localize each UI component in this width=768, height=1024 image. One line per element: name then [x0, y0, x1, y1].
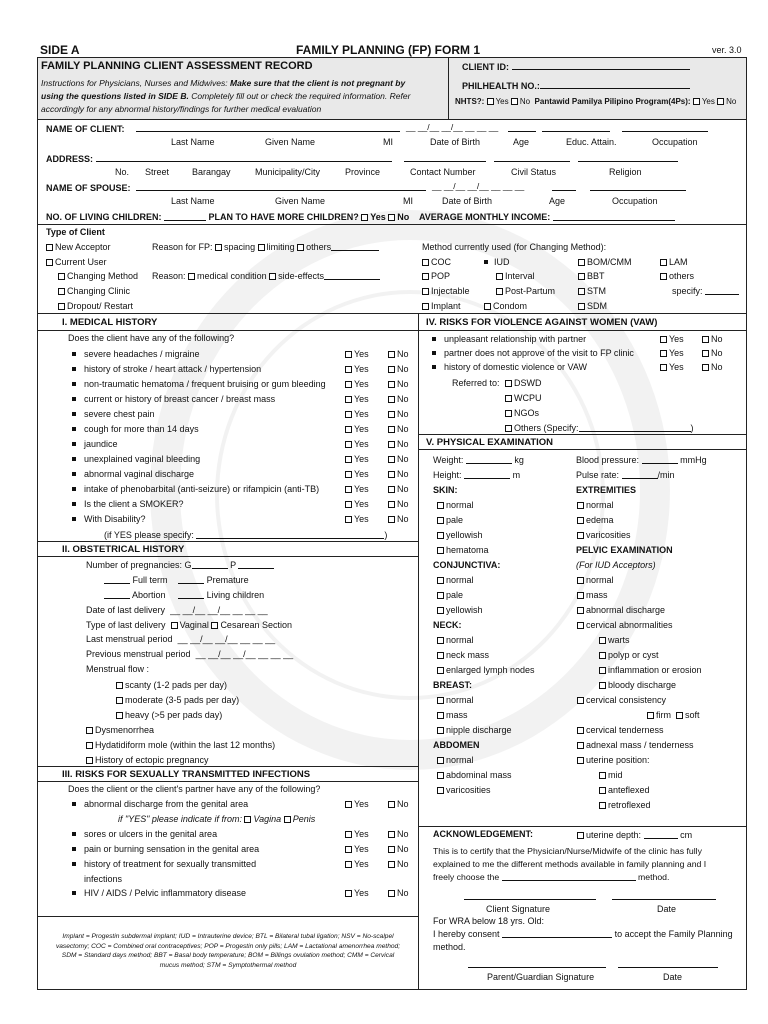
vagina-checkbox[interactable] [244, 816, 251, 823]
instructions-line3: accordingly for any abnormal history/findings for further medical evaluation [41, 104, 322, 114]
ngos-checkbox[interactable] [505, 410, 512, 417]
ack-title: ACKNOWLEDGEMENT: [433, 829, 533, 839]
living-children-row: NO. OF LIVING CHILDREN: PLAN TO HAVE MORE CHILDREN? Yes No AVERAGE MONTHLY INCOME: [46, 212, 675, 222]
sti-question: Does the client or the client's partner have any of the following? [68, 784, 321, 794]
client-id-field[interactable] [512, 62, 690, 70]
plan-no-checkbox[interactable] [388, 214, 395, 221]
sti-yes[interactable]: Yes [345, 888, 369, 898]
pe-option[interactable]: normal [437, 755, 474, 765]
pe-option[interactable]: normal [437, 695, 474, 705]
ack-text2: explained to me the different methods available in family planning and I [433, 859, 707, 869]
ectopic-checkbox[interactable] [86, 757, 93, 764]
medical-item: With Disability? [72, 514, 146, 524]
pe-option[interactable]: retroflexed [599, 800, 651, 810]
medical-yes[interactable]: Yes [345, 514, 369, 524]
pulse-field[interactable] [622, 471, 658, 479]
last-delivery-field[interactable]: __ __/__ __/__ __ __ __ [170, 605, 268, 615]
client-educ-field[interactable] [542, 124, 610, 132]
pe-option[interactable]: warts [599, 635, 630, 645]
changing-method-row: Changing Method [58, 271, 138, 281]
instructions-line2: using the questions listed in SIDE B. Completely fill out or check the required information. Refer [41, 91, 411, 101]
client-date-field[interactable] [612, 892, 716, 900]
living-children-field[interactable] [164, 213, 206, 221]
vaw-item: history of domestic violence or VAW [432, 362, 587, 372]
lmp-field[interactable]: __ __/__ __/__ __ __ __ [177, 634, 276, 644]
vaw-item: partner does not approve of the visit to FP clinic [432, 348, 634, 358]
medical-yes[interactable]: Yes [345, 499, 369, 509]
record-title: FAMILY PLANNING CLIENT ASSESSMENT RECORD [41, 60, 313, 72]
medical-item: abnormal vaginal discharge [72, 469, 194, 479]
medical-item: cough for more than 14 days [72, 424, 199, 434]
condom-checkbox[interactable] [484, 303, 491, 310]
medical-item: non-traumatic hematoma / frequent bruising or gum bleeding [72, 379, 326, 389]
others-reason-checkbox[interactable] [297, 244, 304, 251]
para-field[interactable] [238, 561, 274, 569]
medical-no[interactable]: No [388, 424, 409, 434]
pe-section-label: ABDOMEN [433, 740, 480, 750]
pe-option[interactable]: varicosities [437, 785, 491, 795]
address-field[interactable] [96, 154, 392, 162]
medical-item: jaundice [72, 439, 118, 449]
premature-field[interactable] [178, 576, 204, 584]
firm-soft-row[interactable]: firm soft [647, 710, 700, 720]
medical-yes[interactable]: Yes [345, 469, 369, 479]
vaw-item: unpleasant relationship with partner [432, 334, 586, 344]
medical-item: Is the client a SMOKER? [72, 499, 184, 509]
guardian-signature-label: Parent/Guardian Signature [487, 972, 595, 982]
weight-field[interactable] [466, 456, 512, 464]
sti-item: history of treatment for sexually transmitted [72, 859, 256, 869]
pe-option[interactable]: anteflexed [599, 785, 650, 795]
spacing-checkbox[interactable] [215, 244, 222, 251]
pe-option[interactable]: nipple discharge [437, 725, 512, 735]
method-label: Method currently used (for Changing Method): [422, 242, 607, 252]
sti-item: sores or ulcers in the genital area [72, 829, 217, 839]
pe-title: V. PHYSICAL EXAMINATION [426, 437, 554, 448]
others-ref-checkbox[interactable] [505, 425, 512, 432]
vaw-no[interactable]: No [702, 334, 723, 344]
sti-no[interactable]: No [388, 844, 409, 854]
wcpu-checkbox[interactable] [505, 395, 512, 402]
client-occupation-field[interactable] [622, 124, 708, 132]
4ps-yes-checkbox[interactable] [693, 98, 700, 105]
col-religion: Religion [609, 167, 642, 177]
pe-option[interactable]: mass [577, 590, 608, 600]
stm-checkbox[interactable] [578, 288, 585, 295]
col-age: Age [513, 137, 530, 147]
income-field[interactable] [553, 213, 675, 221]
medical-no[interactable]: No [388, 514, 409, 524]
vaw-yes[interactable]: Yes [660, 334, 684, 344]
pe-section-label: NECK: [433, 620, 462, 630]
medical-no[interactable]: No [388, 379, 409, 389]
consent-method-field[interactable] [502, 930, 612, 938]
client-signature-field[interactable] [464, 892, 596, 900]
medical-no[interactable]: No [388, 364, 409, 374]
others-method-checkbox[interactable] [660, 273, 667, 280]
sti-discharge-no[interactable] [388, 801, 395, 808]
client-name-field[interactable] [136, 124, 400, 132]
pe-option[interactable]: cervical abnormalities [577, 620, 673, 630]
sti-infections-label: infections [84, 874, 123, 884]
uterine-depth-row[interactable]: uterine depth: cm [577, 830, 692, 840]
client-age-field[interactable] [508, 124, 536, 132]
pe-option[interactable]: yellowish [437, 530, 483, 540]
penis-checkbox[interactable] [284, 816, 291, 823]
medical-no[interactable]: No [388, 394, 409, 404]
iud-note: (For IUD Acceptors) [576, 560, 656, 570]
interval-checkbox[interactable] [496, 273, 503, 280]
pe-option[interactable]: cervical tenderness [577, 725, 664, 735]
guardian-signature-field[interactable] [468, 960, 606, 968]
col-civil-status: Civil Status [511, 167, 557, 177]
disability-specify: (if YES please specify: ) [104, 530, 388, 540]
religion-field[interactable] [578, 154, 678, 162]
pe-option[interactable]: mass [437, 710, 468, 720]
medical-item: history of stroke / heart attack / hypertension [72, 364, 261, 374]
pe-option[interactable]: inflammation or erosion [599, 665, 702, 675]
reason-fp-row: Reason for FP: spacing limiting others [152, 242, 379, 252]
col-no: No. [115, 167, 130, 177]
post-partum-checkbox[interactable] [496, 288, 503, 295]
sdm-checkbox[interactable] [578, 303, 585, 310]
medical-yes[interactable]: Yes [345, 364, 369, 374]
philhealth-field[interactable] [540, 81, 690, 89]
philhealth-label: PHILHEALTH NO.: [462, 81, 540, 91]
medical-yes[interactable]: Yes [345, 409, 369, 419]
extremities-label: EXTREMITIES [576, 485, 637, 495]
vaw-no[interactable]: No [702, 348, 723, 358]
pe-section-label: CONJUNCTIVA: [433, 560, 501, 570]
client-dob-field[interactable]: __ __/__ __/__ __ __ __ [406, 122, 499, 132]
pe-option[interactable]: pale [437, 515, 463, 525]
new-acceptor-row: New Acceptor [46, 242, 111, 252]
sti-yes[interactable]: Yes [345, 859, 369, 869]
medical-yes[interactable]: Yes [345, 349, 369, 359]
pe-option[interactable]: normal [577, 575, 614, 585]
bom-cmm-checkbox[interactable] [578, 259, 585, 266]
height-field[interactable] [464, 471, 510, 479]
medical-history-title: I. MEDICAL HISTORY [62, 317, 158, 328]
bp-field[interactable] [642, 456, 678, 464]
medical-question: Does the client have any of the following? [68, 333, 235, 343]
col-educ: Educ. Attain. [566, 137, 617, 147]
medical-no[interactable]: No [388, 484, 409, 494]
ack-text1: This is to certify that the Physician/Nurse/Midwife of the clinic has fully [433, 846, 702, 856]
contact-field[interactable] [404, 154, 486, 162]
pe-option[interactable]: pale [437, 590, 463, 600]
pe-option[interactable]: normal [437, 575, 474, 585]
sti-discharge-yes[interactable] [345, 801, 352, 808]
pe-option[interactable]: edema [577, 515, 614, 525]
instructions-line1: Instructions for Physicians, Nurses and Midwives: Make sure that the client is not pregnant by [41, 78, 406, 88]
pe-option[interactable]: abnormal discharge [577, 605, 665, 615]
nhts-row: NHTS?: Yes No Pantawid Pamilya Pilipino Program(4Ps): Yes No [455, 97, 737, 106]
dysmenorrhea-checkbox[interactable] [86, 727, 93, 734]
medical-condition-checkbox[interactable] [188, 273, 195, 280]
sti-item: pain or burning sensation in the genital area [72, 844, 259, 854]
vaw-title: IV. RISKS FOR VIOLENCE AGAINST WOMEN (VAW) [426, 317, 658, 328]
medical-no[interactable]: No [388, 439, 409, 449]
iud-checkbox[interactable] [484, 260, 488, 264]
cesarean-checkbox[interactable] [211, 622, 218, 629]
pe-option[interactable]: polyp or cyst [599, 650, 659, 660]
col-occupation: Occupation [652, 137, 698, 147]
medical-item: severe headaches / migraine [72, 349, 200, 359]
spouse-name-field[interactable] [136, 183, 426, 191]
medical-item: intake of phenobarbital (anti-seizure) or rifampicin (anti-TB) [72, 484, 319, 494]
col-province: Province [345, 167, 381, 177]
hydatidiform-checkbox[interactable] [86, 742, 93, 749]
living-children-ob-field[interactable] [178, 591, 204, 599]
others-ref-field[interactable] [579, 424, 691, 432]
skin-label: SKIN: [433, 485, 458, 495]
vaginal-checkbox[interactable] [171, 622, 178, 629]
menstrual-flow-label: Menstrual flow : [86, 664, 150, 674]
full-term-field[interactable] [104, 576, 130, 584]
vaw-yes[interactable]: Yes [660, 362, 684, 372]
medical-no[interactable]: No [388, 469, 409, 479]
obstetrical-title: II. OBSTETRICAL HISTORY [62, 544, 185, 555]
pe-option[interactable]: hematoma [437, 545, 489, 555]
vaw-yes[interactable]: Yes [660, 348, 684, 358]
sti-title: III. RISKS FOR SEXUALLY TRANSMITTED INFECTIONS [62, 769, 311, 780]
col-barangay: Barangay [192, 167, 231, 177]
pe-option[interactable]: mid [599, 770, 623, 780]
side-effects-checkbox[interactable] [269, 273, 276, 280]
4ps-no-checkbox[interactable] [717, 98, 724, 105]
col-municipality: Municipality/City [255, 167, 321, 177]
abortion-field[interactable] [104, 591, 130, 599]
specify-field[interactable] [705, 287, 739, 295]
dswd-checkbox[interactable] [505, 380, 512, 387]
col-dob: Date of Birth [430, 137, 481, 147]
pop-checkbox[interactable] [422, 273, 429, 280]
medical-no[interactable]: No [388, 349, 409, 359]
sti-no[interactable]: No [388, 859, 409, 869]
pe-option[interactable]: uterine position: [577, 755, 650, 765]
col-street: Street [145, 167, 170, 177]
spouse-label: NAME OF SPOUSE: [46, 183, 131, 193]
spouse-occupation-field[interactable] [590, 183, 686, 191]
pe-section-label: BREAST: [433, 680, 473, 690]
col-given-name: Given Name [265, 137, 316, 147]
medical-no[interactable]: No [388, 454, 409, 464]
medical-yes[interactable]: Yes [345, 394, 369, 404]
disability-specify-field[interactable] [196, 531, 384, 539]
medical-no[interactable]: No [388, 409, 409, 419]
pelvic-label: PELVIC EXAMINATION [576, 545, 673, 555]
form-title: FAMILY PLANNING (FP) FORM 1 [296, 43, 481, 57]
sti-yes[interactable]: Yes [345, 844, 369, 854]
bbt-checkbox[interactable] [578, 273, 585, 280]
pe-option[interactable]: normal [437, 500, 474, 510]
pregnancies-row: Number of pregnancies: G P [86, 560, 274, 570]
moderate-checkbox[interactable] [116, 697, 123, 704]
side-label: SIDE A [40, 43, 80, 57]
medical-item: current or history of breast cancer / breast mass [72, 394, 275, 404]
address-label: ADDRESS: [46, 154, 94, 164]
client-signature-label: Client Signature [486, 904, 551, 914]
current-user-checkbox[interactable] [46, 259, 53, 266]
dropout-checkbox[interactable] [58, 303, 65, 310]
nhts-yes-checkbox[interactable] [487, 98, 494, 105]
col-mi: MI [383, 137, 393, 147]
pe-option[interactable]: enlarged lymph nodes [437, 665, 535, 675]
injectable-checkbox[interactable] [422, 288, 429, 295]
nhts-no-checkbox[interactable] [511, 98, 518, 105]
medical-yes[interactable]: Yes [345, 484, 369, 494]
sti-item: HIV / AIDS / Pelvic inflammatory disease [72, 888, 246, 898]
pe-option[interactable]: normal [577, 500, 614, 510]
scanty-checkbox[interactable] [116, 682, 123, 689]
sti-no[interactable]: No [388, 888, 409, 898]
pe-option[interactable]: neck mass [437, 650, 489, 660]
chosen-method-field[interactable] [502, 873, 636, 881]
client-id-label: CLIENT ID: [462, 62, 509, 72]
col-last-name: Last Name [171, 137, 215, 147]
referred-label: Referred to: [452, 378, 500, 388]
guardian-date-label: Date [663, 972, 683, 982]
medical-yes[interactable]: Yes [345, 379, 369, 389]
coc-checkbox[interactable] [422, 259, 429, 266]
client-date-label: Date [657, 904, 677, 914]
changing-clinic-row: Changing Clinic [58, 286, 130, 296]
new-acceptor-checkbox[interactable] [46, 244, 53, 251]
medical-item: unexplained vaginal bleeding [72, 454, 200, 464]
col-contact: Contact Number [410, 167, 476, 177]
medical-item: severe chest pain [72, 409, 155, 419]
implant-checkbox[interactable] [422, 303, 429, 310]
medical-yes[interactable]: Yes [345, 424, 369, 434]
spouse-age-field[interactable] [552, 183, 576, 191]
current-user-row: Current User [46, 257, 107, 267]
pe-option[interactable]: cervical consistency [577, 695, 666, 705]
lam-checkbox[interactable] [660, 259, 667, 266]
reason-row: Reason: medical condition side-effects [152, 271, 380, 281]
plan-yes-checkbox[interactable] [361, 214, 368, 221]
medical-no[interactable]: No [388, 499, 409, 509]
pe-option[interactable]: abdominal mass [437, 770, 512, 780]
pe-option[interactable]: normal [437, 635, 474, 645]
changing-clinic-checkbox[interactable] [58, 288, 65, 295]
civil-status-field[interactable] [494, 154, 570, 162]
client-name-label: NAME OF CLIENT: [46, 124, 125, 134]
consent-method-label: method. [433, 942, 466, 952]
client-type-title: Type of Client [46, 227, 105, 237]
spouse-dob-field[interactable]: __ __/__ __/__ __ __ __ [432, 181, 525, 191]
medical-yes[interactable]: Yes [345, 454, 369, 464]
heavy-checkbox[interactable] [116, 712, 123, 719]
guardian-date-field[interactable] [618, 960, 718, 968]
version-label: ver. 3.0 [712, 45, 742, 55]
changing-method-checkbox[interactable] [58, 273, 65, 280]
pmp-field[interactable]: __ __/__ __/__ __ __ __ [195, 649, 294, 659]
wra-label: For WRA below 18 yrs. Old: [433, 916, 545, 926]
pe-option[interactable]: yellowish [437, 605, 483, 615]
sti-yes[interactable]: Yes [345, 829, 369, 839]
medical-yes[interactable]: Yes [345, 439, 369, 449]
vaw-no[interactable]: No [702, 362, 723, 372]
gravida-field[interactable] [192, 561, 228, 569]
limiting-checkbox[interactable] [258, 244, 265, 251]
pe-option[interactable]: varicosities [577, 530, 631, 540]
footnote: Implant = Progestin subdermal implant; IUD = Intrauterine device; BTL = Bilateral tubal ligation; NSV = No-scalpel vasectomy; COC = Combined oral contraceptives; POP = Progestin only pills; LAM = Lactational amenorrhea method; SDM = Standard days method; BBT = Basal body temperature; BOM = Billings ovulation method; CMM = Cervical mucus method; STM = Symptothermal method [55, 933, 401, 969]
dropout-row: Dropout/ Restart [58, 301, 133, 311]
pe-option[interactable]: adnexal mass / tenderness [577, 740, 694, 750]
pe-option[interactable]: bloody discharge [599, 680, 676, 690]
sti-no[interactable]: No [388, 829, 409, 839]
